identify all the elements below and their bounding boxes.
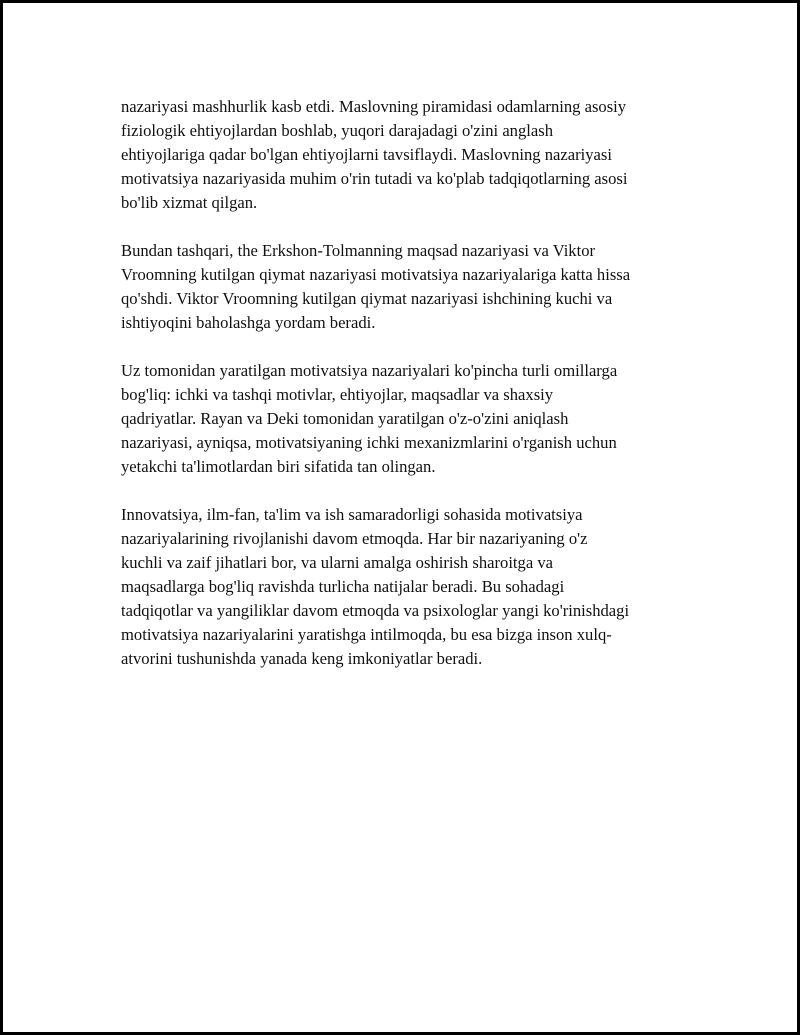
paragraph-3 xyxy=(121,359,696,479)
text-line: Bundan tashqari, the Erkshon-Tolmanning maqsad nazariyasi va Viktor xyxy=(121,241,596,260)
text-line: bog'liq: ichki va tashqi motivlar, ehtiyojlar, maqsadlar va shaxsiy xyxy=(121,385,554,404)
paragraph-2 xyxy=(121,239,696,335)
text-line: motivatsiya nazariyasida muhim o'rin tutadi va ko'plab tadqiqotlarning asosi xyxy=(121,169,628,188)
text-line: nazariyasi, ayniqsa, motivatsiyaning ichki mexanizmlarini o'rganish uchun xyxy=(121,433,617,452)
text-line: qadriyatlar. Rayan va Deki tomonidan yaratilgan o'z-o'zini aniqlash xyxy=(121,409,569,428)
text-line: Uz tomonidan yaratilgan motivatsiya nazariyalari ko'pincha turli omillarga xyxy=(121,361,618,380)
paragraph-4 xyxy=(121,503,696,671)
text-line: Vroomning kutilgan qiymat nazariyasi motivatsiya nazariyalariga katta hissa xyxy=(121,265,631,284)
text-line: nazariyalarining rivojlanishi davom etmoqda. Har bir nazariyaning o'z xyxy=(121,529,588,548)
document-body xyxy=(121,95,696,695)
text-line: maqsadlarga bog'liq ravishda turlicha natijalar beradi. Bu sohadagi xyxy=(121,577,565,596)
text-line: yetakchi ta'limotlardan biri sifatida tan olingan. xyxy=(121,457,436,476)
text-line: ehtiyojlariga qadar bo'lgan ehtiyojlarni tavsiflaydi. Maslovning nazariyasi xyxy=(121,145,612,164)
text-line: atvorini tushunishda yanada keng imkoniyatlar beradi. xyxy=(121,649,483,668)
text-line: ishtiyoqini baholashga yordam beradi. xyxy=(121,313,376,332)
text-line: qo'shdi. Viktor Vroomning kutilgan qiymat nazariyasi ishchining kuchi va xyxy=(121,289,613,308)
text-line: Innovatsiya, ilm-fan, ta'lim va ish samaradorligi sohasida motivatsiya xyxy=(121,505,583,524)
paragraph-1 xyxy=(121,95,696,215)
text-line: bo'lib xizmat qilgan. xyxy=(121,193,258,212)
text-line: motivatsiya nazariyalarini yaratishga intilmoqda, bu esa bizga inson xulq- xyxy=(121,625,612,644)
text-line: nazariyasi mashhurlik kasb etdi. Maslovning piramidasi odamlarning asosiy xyxy=(121,97,627,116)
text-line: fiziologik ehtiyojlardan boshlab, yuqori darajadagi o'zini anglash xyxy=(121,121,554,140)
text-line: tadqiqotlar va yangiliklar davom etmoqda va psixologlar yangi ko'rinishdagi xyxy=(121,601,630,620)
text-line: kuchli va zaif jihatlari bor, va ularni amalga oshirish sharoitga va xyxy=(121,553,554,572)
